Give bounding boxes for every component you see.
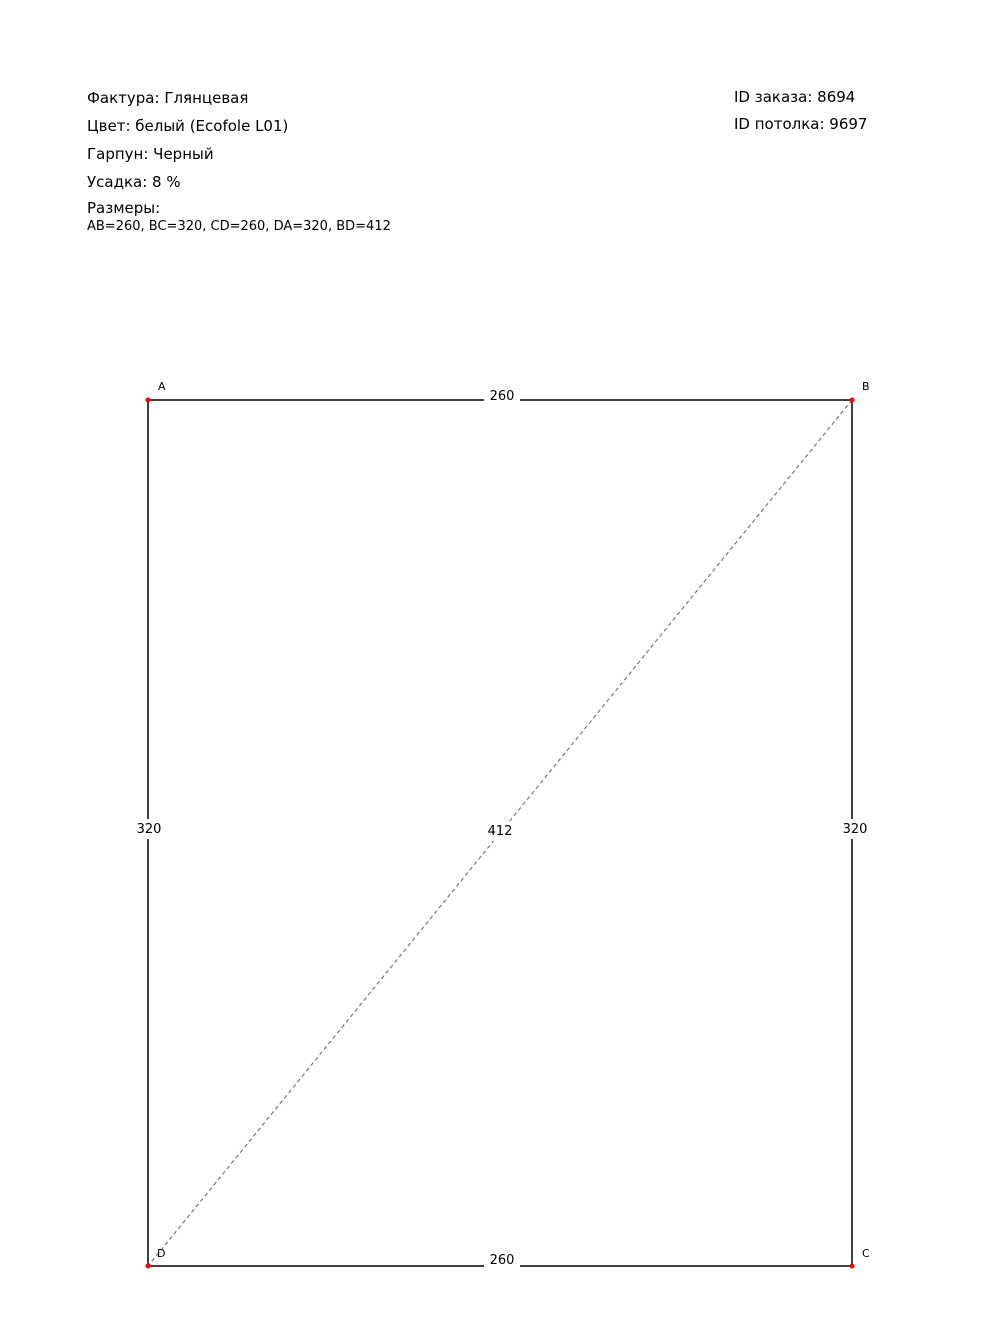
vertex-point-a: [146, 398, 151, 403]
edge-label-ab: 260: [489, 389, 515, 404]
edge-label-cd: 260: [489, 1253, 515, 1268]
shrinkage-text: Усадка: 8 %: [87, 173, 181, 191]
edge-label-bc: 320: [842, 822, 868, 837]
vertex-point-d: [146, 1264, 151, 1269]
sizes-title: Размеры:: [87, 199, 161, 217]
vertex-point-c: [850, 1264, 855, 1269]
vertex-label-d: D: [157, 1247, 166, 1260]
sizes-values: AB=260, BC=320, CD=260, DA=320, BD=412: [87, 219, 391, 234]
order-id-text: ID заказа: 8694: [734, 88, 856, 106]
edge-label-da: 320: [136, 822, 162, 837]
vertex-label-b: B: [862, 380, 870, 393]
vertex-label-c: C: [862, 1247, 870, 1260]
vertex-label-a: A: [158, 380, 166, 393]
texture-text: Фактура: Глянцевая: [87, 89, 249, 107]
harpoon-text: Гарпун: Черный: [87, 145, 214, 163]
vertex-point-b: [850, 398, 855, 403]
color-text: Цвет: белый (Ecofole L01): [87, 117, 289, 135]
ceiling-id-text: ID потолка: 9697: [734, 115, 868, 133]
edge-label-bd: 412: [487, 824, 513, 839]
